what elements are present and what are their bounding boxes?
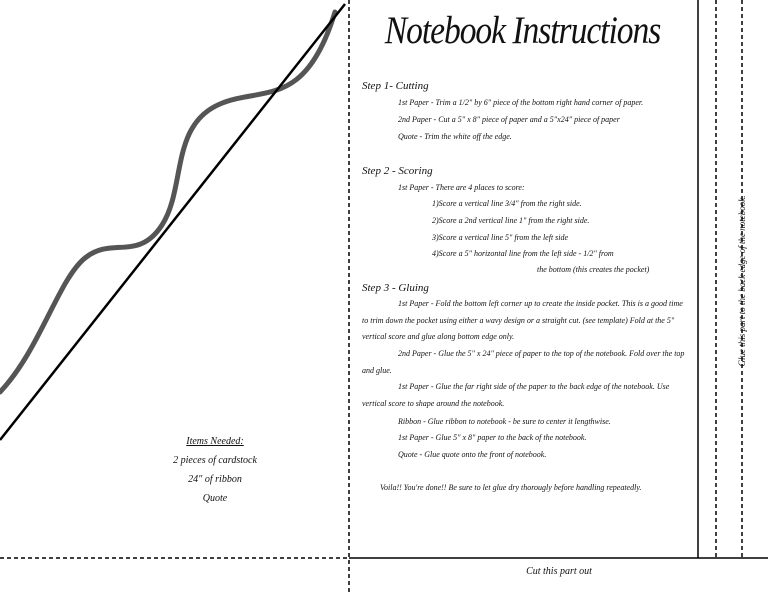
diagonal-fold-line [0,4,345,440]
step-2-heading: Step 2 - Scoring [362,165,433,177]
step-3-paragraph-2: 2nd Paper - Glue the 5" x 24" piece of paper to the top of the notebook. Fold over the top and glue. [362,349,685,375]
step-1-line-2: 2nd Paper - Cut a 5" x 8" piece of paper and a 5"x24" piece of paper [398,115,620,124]
step-2-item-1: 1)Score a vertical line 3/4" from the right side. [432,199,582,208]
step-1-heading: Step 1- Cutting [362,80,429,92]
cut-note: Cut this part out [526,566,592,577]
step-2-item-2: 2)Score a 2nd vertical line 1" from the right side. [432,216,590,225]
step-1-line-3: Quote - Trim the white off the edge. [398,132,512,141]
items-needed-item-3: Quote [202,493,228,504]
step-3-paragraph-3: 1st Paper - Glue the far right side of the paper to the back edge of the notebook. Use vertical score to shape around the notebook. [362,382,670,408]
step-3-line-quote: Quote - Glue quote onto the front of notebook. [398,450,547,459]
items-needed-item-1: 2 pieces of cardstock [173,455,257,466]
items-needed-item-2: 24" of ribbon [188,474,242,485]
step-2-item-3: 3)Score a vertical line 5" from the left side [432,233,569,242]
glue-side-note: Glue this part to the back edge of the notebook. [737,195,747,367]
step-3-heading: Step 3 - Gluing [362,282,429,294]
step-1-line-1: 1st Paper - Trim a 1/2" by 6" piece of the bottom right hand corner of paper. [398,98,644,107]
step-2-continuation: the bottom (this creates the pocket) [537,265,650,274]
step-3-line-back: 1st Paper - Glue 5" x 8" paper to the back of the notebook. [398,433,587,442]
closing-note: Voila!! You're done!! Be sure to let glue dry thorougly before handling repeatedly. [380,483,642,492]
wavy-cut-line [0,12,335,392]
page-title: Notebook Instructions [384,9,661,52]
step-2-item-4: 4)Score a 5" horizontal line from the left side - 1/2" from [432,249,614,258]
items-needed-heading: Items Needed: [186,436,244,447]
step-3-paragraph-1: 1st Paper - Fold the bottom left corner up to create the inside pocket. This is a good time to trim down the pocket using either a wavy design or a straight cut. (see template) Fold at the 5" vertical score and glue along bottom edge only. [362,299,683,341]
step-3-line-ribbon: Ribbon - Glue ribbon to notebook - be sure to center it lengthwise. [398,417,611,426]
step-2-intro: 1st Paper - There are 4 places to score: [398,183,525,192]
